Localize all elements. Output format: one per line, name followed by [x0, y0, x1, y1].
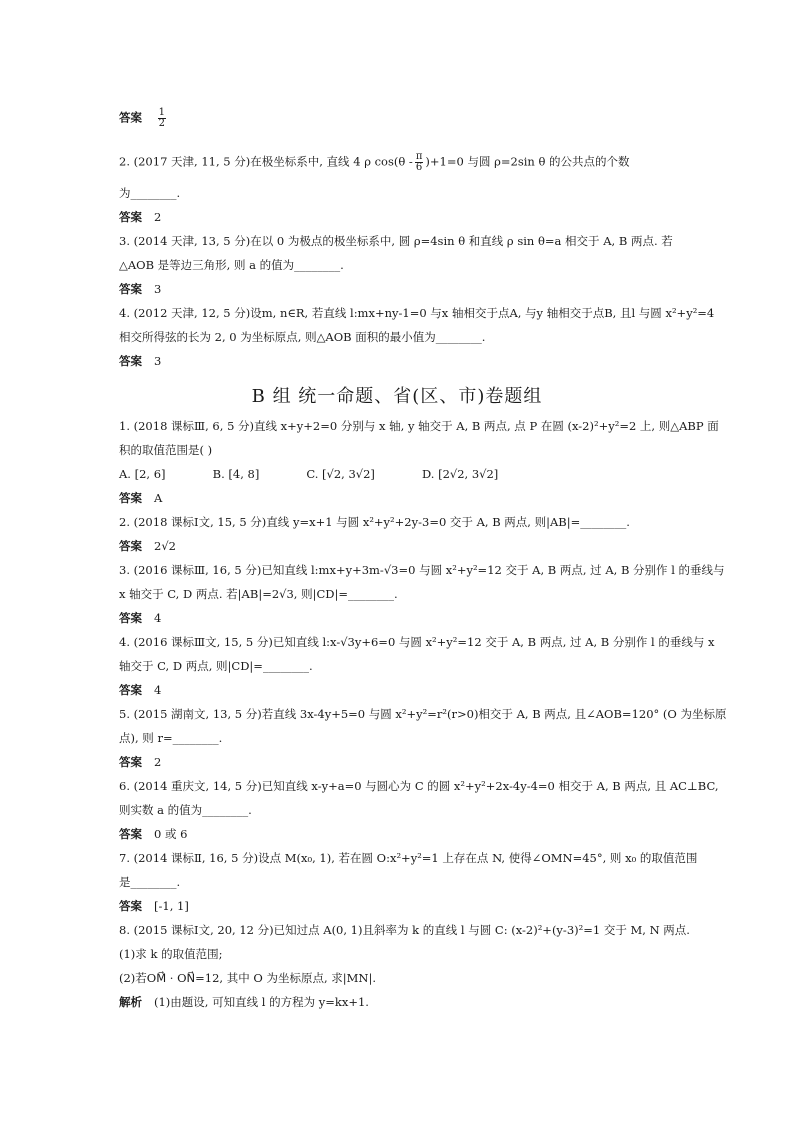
- answer-row-b5: 答案 2: [119, 755, 162, 769]
- pi-over-6-fraction: $\frac{\pi}{6}$: [415, 151, 423, 173]
- option-c: C. [√2, 3√2]: [306, 467, 375, 481]
- b7-line1: 7. (2014 课标Ⅱ, 16, 5 分)设点 M(x₀, 1), 若在圆 O:x²+y²=1 上存在点 N, 使得∠OMN=45°, 则 x₀ 的取值范围: [119, 851, 698, 865]
- answer-row-top: [119, 108, 689, 129]
- answer-row-b6: 答案 0 或 6: [119, 827, 188, 841]
- analysis-label: 解析: [119, 995, 142, 1009]
- b6-line2: 则实数 a 的值为________.: [119, 803, 252, 817]
- question-2017-line1: 2. (2017 天津, 11, 5 分)在极坐标系中, 直线 4 ρ cos(θ - $\frac{\pi}{6}$ )+1=0 与圆 ρ=2sin θ 的公共点的个数: [119, 151, 630, 173]
- answer-row-b4: 答案 4: [119, 683, 162, 697]
- question-2012-line2: 相交所得弦的长为 2, 0 为坐标原点, 则△AOB 面积的最小值为________.: [119, 330, 486, 344]
- answer-row-2017: 答案 2: [119, 210, 162, 224]
- option-d: D. [2√2, 3√2]: [421, 467, 499, 481]
- b3-line2: x 轴交于 C, D 两点. 若|AB|=2√3, 则|CD|=________.: [119, 587, 398, 601]
- answer-row-b3: 答案 4: [119, 611, 162, 625]
- question-2017-line2: 为________.: [119, 186, 181, 200]
- b3-line1: 3. (2016 课标Ⅲ, 16, 5 分)已知直线 l:mx+y+3m-√3=0 与圆 x²+y²=12 交于 A, B 两点, 过 A, B 分别作 l 的垂线与: [119, 563, 725, 577]
- option-b: B. [4, 8]: [212, 467, 260, 481]
- section-title-b: B 组 统一命题、省(区、市)卷题组: [251, 386, 543, 407]
- b5-line1: 5. (2015 湖南文, 13, 5 分)若直线 3x-4y+5=0 与圆 x²+y²=r²(r>0)相交于 A, B 两点, 且∠AOB=120° (O 为坐标原: [119, 707, 727, 721]
- b8-line3: (2)若OM⃗ · ON⃗=12, 其中 O 为坐标原点, 求|MN|.: [119, 971, 377, 985]
- b5-line2: 点), 则 r=________.: [119, 731, 223, 745]
- b2-line1: 2. (2018 课标Ⅰ文, 15, 5 分)直线 y=x+1 与圆 x²+y²+2y-3=0 交于 A, B 两点, 则|AB|=________.: [119, 515, 630, 529]
- b4-line1: 4. (2016 课标Ⅲ文, 15, 5 分)已知直线 l:x-√3y+6=0 与圆 x²+y²=12 交于 A, B 两点, 过 A, B 分别作 l 的垂线与 x: [119, 635, 715, 649]
- b1-line1: 1. (2018 课标Ⅲ, 6, 5 分)直线 x+y+2=0 分别与 x 轴, y 轴交于 A, B 两点, 点 P 在圆 (x-2)²+y²=2 上, 则△ABP 面: [119, 419, 719, 433]
- b8-line2: (1)求 k 的取值范围;: [119, 947, 223, 961]
- answer-row-b1: 答案 A: [119, 491, 163, 505]
- answer-row-b7: 答案 [-1, 1]: [119, 899, 189, 913]
- answer-label: 答案: [119, 110, 142, 125]
- b8-line1: 8. (2015 课标Ⅰ文, 20, 12 分)已知过点 A(0, 1)且斜率为 k 的直线 l 与圆 C: (x-2)²+(y-3)²=1 交于 M, N 两点.: [119, 923, 690, 937]
- b7-line2: 是________.: [119, 875, 181, 889]
- b1-options: [119, 466, 689, 482]
- analysis-row-b8: 解析 (1)由题设, 可知直线 l 的方程为 y=kx+1.: [119, 995, 369, 1009]
- answer-row-2014: 答案 3: [119, 282, 162, 296]
- b6-line1: 6. (2014 重庆文, 14, 5 分)已知直线 x-y+a=0 与圆心为 C 的圆 x²+y²+2x-4y-4=0 相交于 A, B 两点, 且 AC⊥BC,: [119, 779, 719, 793]
- answer-row-b2: 答案 2√2: [119, 539, 176, 553]
- answer-fraction: $\frac{1}{2}$: [158, 107, 166, 129]
- b1-line2: 积的取值范围是( ): [119, 443, 213, 457]
- answer-row-2012: 答案 3: [119, 354, 162, 368]
- b4-line2: 轴交于 C, D 两点, 则|CD|=________.: [119, 659, 313, 673]
- question-2012-line1: 4. (2012 天津, 12, 5 分)设m, n∈R, 若直线 l:mx+ny-1=0 与x 轴相交于点A, 与y 轴相交于点B, 且l 与圆 x²+y²=4: [119, 306, 715, 320]
- question-2014-line2: △AOB 是等边三角形, 则 a 的值为________.: [119, 258, 344, 272]
- option-a: A. [2, 6]: [119, 467, 166, 481]
- question-2014-line1: 3. (2014 天津, 13, 5 分)在以 0 为极点的极坐标系中, 圆 ρ=4sin θ 和直线 ρ sin θ=a 相交于 A, B 两点. 若: [119, 234, 673, 248]
